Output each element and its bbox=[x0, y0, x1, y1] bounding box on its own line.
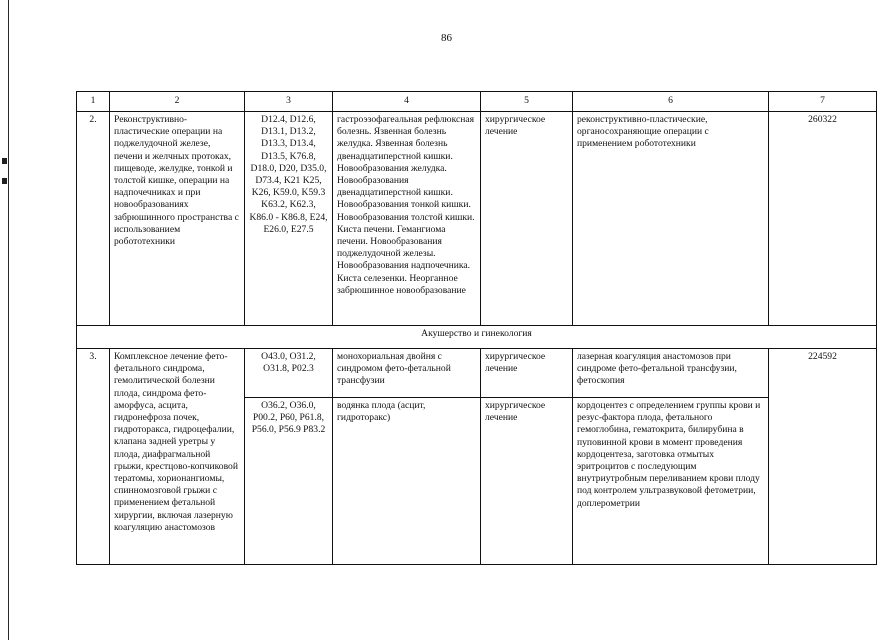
service-name: Реконструктивно-пластические операции на поджелудочной железе, печени и желчных протоках, пищеводе, желудке, тонкой и толстой кишке, операции на надпочечниках и при новообразованиях забрюшинного пространства с использованием робототехники bbox=[110, 112, 245, 326]
icd-codes: D12.4, D12.6, D13.1, D13.2, D13.3, D13.4, D13.5, K76.8, D18.0, D20, D35.0, D73.4, K21 K25, K26, K59.0, K59.3 K63.2, K62.3, K86.0 - K86.8, E24, E26.0, E27.5 bbox=[245, 112, 333, 326]
column-header: 3 bbox=[245, 92, 333, 112]
treatment-method: реконструктивно-пластические, органосохраняющие операции с применением робототехники bbox=[573, 112, 769, 326]
treatment-method: лазерная коагуляция анастомозов при синдроме фето-фетальной трансфузии, фетоскопия bbox=[573, 349, 769, 398]
patient-model: монохориальная двойня с синдромом фето-фетальной трансфузии bbox=[333, 349, 481, 398]
scan-edge-mark bbox=[2, 158, 7, 164]
table-header-row bbox=[77, 92, 877, 112]
treatment-method: кордоцентез с определением группы крови и резус-фактора плода, фетального гемоглобина, гематокрита, билирубина в пуповинной крови в момент проведения кордоцентеза, заготовка отмытых эритроцитов с последующим внутриутробным переливанием крови плоду под контролем ультразвуковой фетометрии, доплерометрии bbox=[573, 398, 769, 565]
column-header: 2 bbox=[110, 92, 245, 112]
cost-amount: 260322 bbox=[769, 112, 877, 326]
section-row bbox=[77, 326, 877, 349]
patient-model: гастроэзофагеальная рефлюксная болезнь. Язвенная болезнь желудка. Язвенная болезнь двенадцатиперстной кишки. Новообразования желудка. Новообразования двенадцатиперстной кишки. Новообразования тонкой кишки. Новообразования толстой кишки. Киста печени. Гемангиома печени. Новообразования поджелудочной железы. Новообразования надпочечника. Киста селезенки. Неорганное забрюшинное новообразование bbox=[333, 112, 481, 326]
section-title: Акушерство и гинекология bbox=[77, 326, 877, 349]
service-name: Комплексное лечение фето-фетального синдрома, гемолитической болезни плода, синдрома фето-аморфуса, асцита, гидронефроза почек, гидроторакса, гидроцефалии, клапана задней уретры у плода, диафрагмальной грыжи, крестцово-копчиковой тератомы, хорионангиомы, спинномозговой грыжи с применением фетальной хирургии, включая лазерную коагуляцию анастомозов bbox=[110, 349, 245, 565]
treatment-type: хирургическое лечение bbox=[481, 349, 573, 398]
treatment-type: хирургическое лечение bbox=[481, 398, 573, 565]
table-row bbox=[77, 349, 877, 398]
column-header: 5 bbox=[481, 92, 573, 112]
services-table bbox=[76, 91, 877, 565]
column-header: 7 bbox=[769, 92, 877, 112]
column-header: 4 bbox=[333, 92, 481, 112]
column-header: 6 bbox=[573, 92, 769, 112]
table-row bbox=[77, 112, 877, 326]
column-header: 1 bbox=[77, 92, 110, 112]
row-number: 2. bbox=[77, 112, 110, 326]
scan-edge-line bbox=[8, 0, 9, 640]
row-number: 3. bbox=[77, 349, 110, 565]
treatment-type: хирургическое лечение bbox=[481, 112, 573, 326]
page-number: 86 bbox=[441, 32, 452, 44]
icd-codes: O36.2, O36.0, P00.2, P60, P61.8, P56.0, P56.9 P83.2 bbox=[245, 398, 333, 565]
icd-codes: O43.0, O31.2, O31.8, P02.3 bbox=[245, 349, 333, 398]
cost-amount: 224592 bbox=[769, 349, 877, 565]
scan-edge-mark bbox=[2, 178, 7, 184]
patient-model: водянка плода (асцит, гидроторакс) bbox=[333, 398, 481, 565]
